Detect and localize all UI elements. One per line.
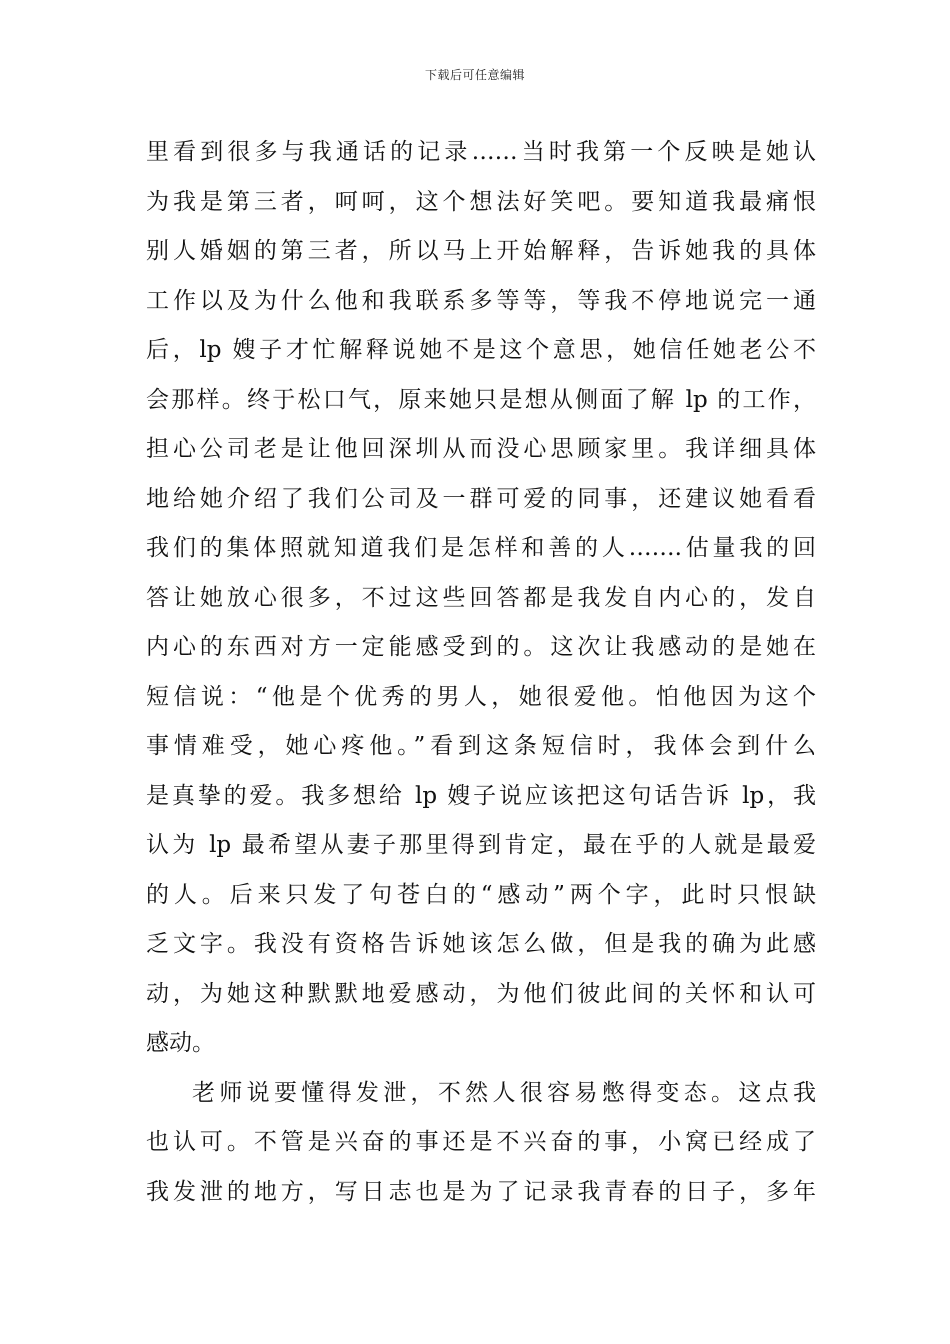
text-line: 为我是第三者，呵呵，这个想法好笑吧。要知道我最痛恨 bbox=[146, 188, 816, 215]
text-line: 认为 lp 最希望从妻子那里得到肯定，最在乎的人就是最爱 bbox=[146, 832, 816, 858]
text-line: 是真挚的爱。我多想给 lp 嫂子说应该把这句话告诉 lp，我 bbox=[146, 782, 816, 809]
page-header: 下载后可任意编辑 bbox=[424, 68, 525, 82]
text-line: 事情难受，她心疼他。”看到这条短信时，我体会到什么 bbox=[146, 733, 816, 759]
text-line: 动，为她这种默默地爱感动，为他们彼此间的关怀和认可 bbox=[146, 980, 816, 1007]
text-line: 担心公司老是让他回深圳从而没心思顾家里。我详细具体 bbox=[146, 436, 816, 462]
text-line: 里看到很多与我通话的记录……当时我第一个反映是她认 bbox=[146, 139, 816, 165]
text-line: 答让她放心很多，不过这些回答都是我发自内心的，发自 bbox=[146, 584, 816, 611]
text-line: 感动。 bbox=[146, 1030, 215, 1056]
body-text bbox=[146, 128, 816, 1217]
text-line: 地给她介绍了我们公司及一群可爱的同事，还建议她看看 bbox=[146, 485, 816, 512]
text-line: 的人。后来只发了句苍白的“感动”两个字，此时只恨缺 bbox=[146, 881, 816, 908]
text-line: 我们的集体照就知道我们是怎样和善的人…….估量我的回 bbox=[146, 535, 816, 561]
text-line: 短信说：“他是个优秀的男人，她很爱他。怕他因为这个 bbox=[146, 683, 816, 710]
text-line: 也认可。不管是兴奋的事还是不兴奋的事，小窝已经成了 bbox=[146, 1129, 816, 1155]
paragraph-first-line: 老师说要懂得发泄，不然人很容易憋得变态。这点我 bbox=[192, 1079, 816, 1106]
text-line: 内心的东西对方一定能感受到的。这次让我感动的是她在 bbox=[146, 634, 816, 660]
text-line: 会那样。终于松口气，原来她只是想从侧面了解 lp 的工作， bbox=[146, 386, 816, 413]
text-line: 别人婚姻的第三者，所以马上开始解释，告诉她我的具体 bbox=[146, 238, 816, 264]
text-line: 后，lp 嫂子才忙解释说她不是这个意思，她信任她老公不 bbox=[146, 337, 816, 363]
text-line: 我发泄的地方，写日志也是为了记录我青春的日子，多年 bbox=[146, 1178, 816, 1205]
text-line: 工作以及为什么他和我联系多等等，等我不停地说完一通 bbox=[146, 287, 816, 314]
text-line: 乏文字。我没有资格告诉她该怎么做，但是我的确为此感 bbox=[146, 931, 816, 957]
